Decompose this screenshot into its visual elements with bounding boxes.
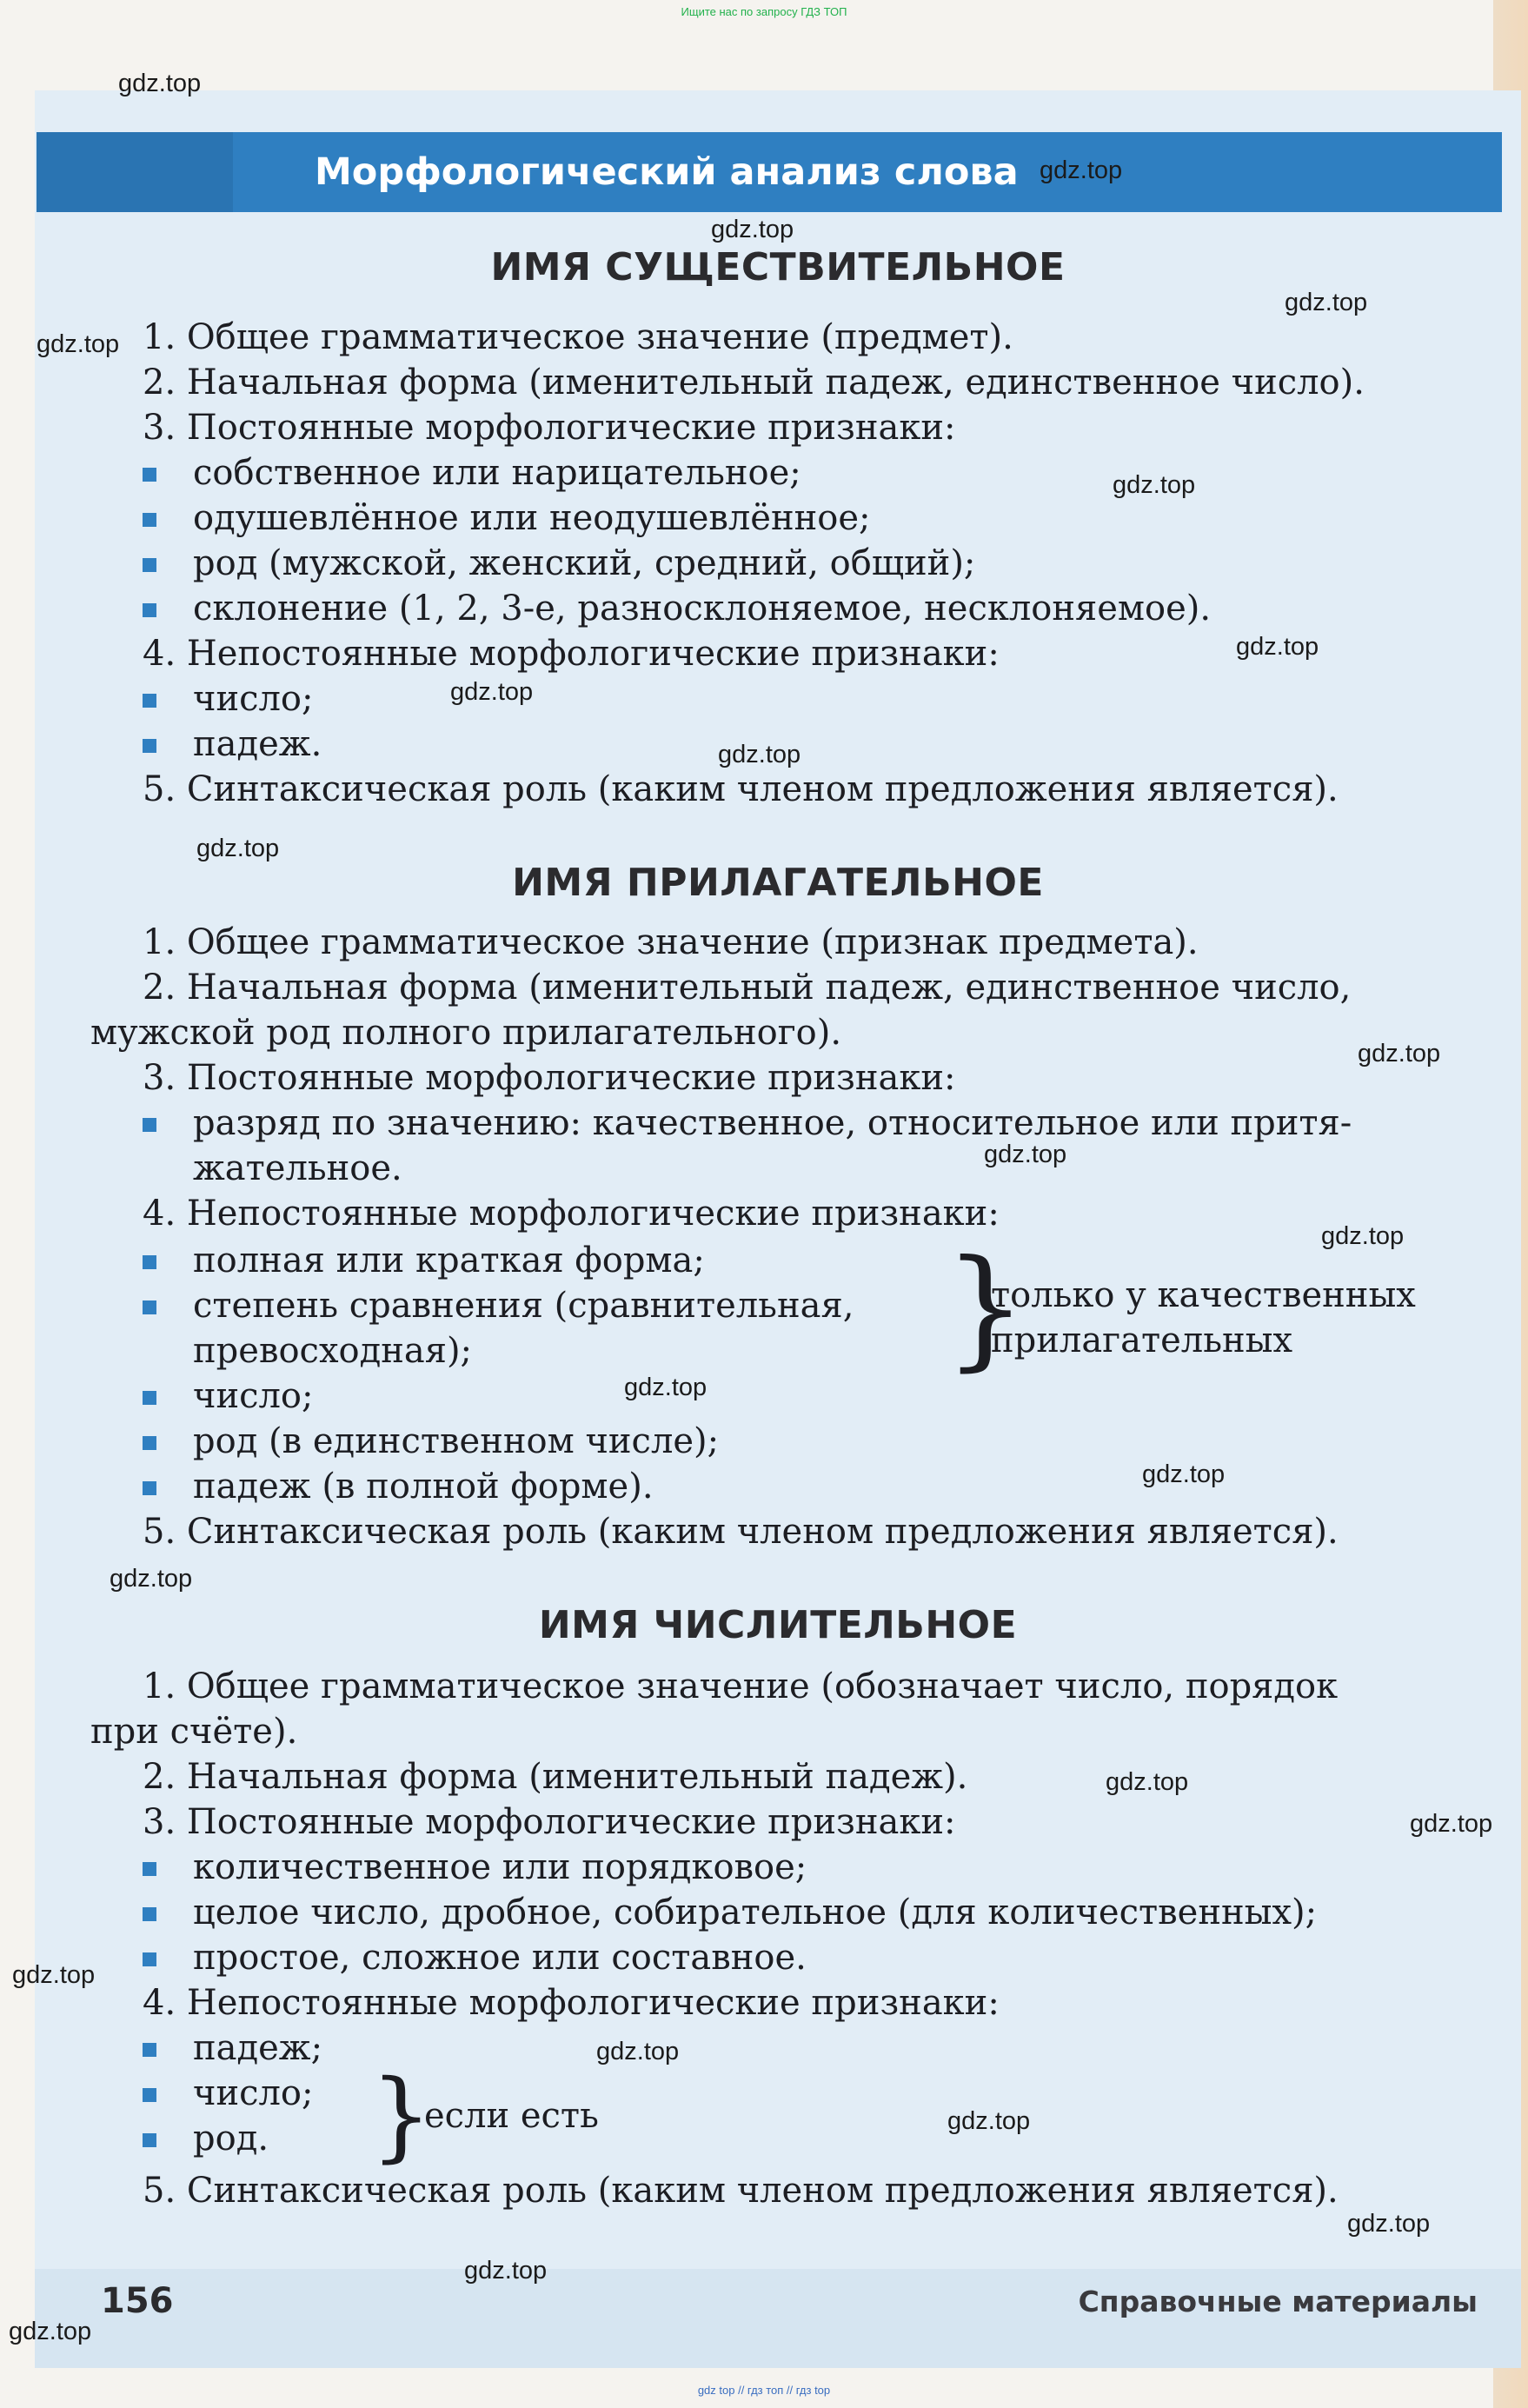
watermark: gdz.top — [947, 2107, 1031, 2135]
num-line-2: при счёте). — [90, 1712, 298, 1752]
watermark: gdz.top — [12, 1961, 96, 1989]
num-line-4: 3. Постоянные морфологические признаки: — [143, 1802, 956, 1842]
watermark: gdz.top — [196, 835, 280, 862]
bullet-icon — [143, 468, 156, 482]
adj-line-13: падеж (в полной форме). — [193, 1467, 654, 1507]
bullet-icon — [143, 1907, 156, 1921]
bullet-icon — [143, 1481, 156, 1495]
watermark: gdz.top — [718, 741, 801, 768]
bullet-icon — [143, 1255, 156, 1269]
watermark: gdz.top — [1285, 289, 1368, 316]
right-brace-icon: } — [370, 2059, 433, 2172]
bullet-icon — [143, 513, 156, 527]
header-banner — [37, 132, 1502, 212]
num-line-12: 5. Синтаксическая роль (каким членом предложения является). — [143, 2171, 1339, 2211]
num-line-9: падеж; — [193, 2028, 323, 2068]
adj-line-12: род (в единственном числе); — [193, 1421, 720, 1461]
adj-line-7: 4. Непостоянные морфологические признаки: — [143, 1194, 1000, 1234]
num-line-5: количественное или порядковое; — [193, 1847, 807, 1887]
noun-line-6: род (мужской, женский, средний, общий); — [193, 543, 976, 583]
noun-heading: ИМЯ СУЩЕСТВИТЕЛЬНОЕ — [490, 245, 1066, 289]
adj-line-2: 2. Начальная форма (именительный падеж, единственное число, — [143, 968, 1352, 1008]
adj-note-line-1: только у качественных — [991, 1275, 1416, 1315]
watermark: gdz.top — [450, 678, 534, 706]
noun-line-11: 5. Синтаксическая роль (каким членом предложения является). — [143, 769, 1339, 809]
watermark: gdz.top — [624, 1374, 708, 1401]
watermark: gdz.top — [596, 2038, 680, 2065]
adj-note-line-2: прилагательных — [991, 1320, 1293, 1360]
banner-accent — [37, 132, 233, 212]
watermark: gdz.top — [1321, 1222, 1405, 1250]
noun-line-5: одушевлённое или неодушевлённое; — [193, 498, 871, 538]
num-line-1: 1. Общее грамматическое значение (обозначает число, порядок — [143, 1666, 1339, 1706]
watermark: gdz.top — [1410, 1810, 1493, 1838]
bullet-icon — [143, 2088, 156, 2102]
noun-line-3: 3. Постоянные морфологические признаки: — [143, 408, 956, 448]
bullet-icon — [143, 2043, 156, 2057]
numeral-heading: ИМЯ ЧИСЛИТЕЛЬНОЕ — [538, 1603, 1018, 1647]
watermark: gdz.top — [1358, 1040, 1441, 1068]
watermark: gdz.top — [1347, 2210, 1431, 2238]
num-line-8: 4. Непостоянные морфологические признаки: — [143, 1983, 1000, 2023]
top-search-note: Ищите нас по запросу ГДЗ ТОП — [681, 5, 847, 18]
bullet-icon — [143, 1391, 156, 1405]
bullet-icon — [143, 1952, 156, 1966]
adj-line-9: степень сравнения (сравнительная, — [193, 1286, 854, 1326]
watermark: gdz.top — [1040, 156, 1123, 184]
watermark: gdz.top — [1106, 1768, 1189, 1796]
noun-line-8: 4. Непостоянные морфологические признаки: — [143, 634, 1000, 674]
noun-line-7: склонение (1, 2, 3-е, разносклоняемое, несклоняемое). — [193, 589, 1212, 629]
watermark: gdz.top — [464, 2257, 548, 2285]
num-line-6: целое число, дробное, собирательное (для количественных); — [193, 1892, 1318, 1932]
bullet-icon — [143, 1118, 156, 1132]
noun-line-10: падеж. — [193, 724, 322, 764]
watermark: gdz.top — [1236, 633, 1319, 661]
watermark: gdz.top — [1113, 471, 1196, 499]
adj-line-14: 5. Синтаксическая роль (каким членом предложения является). — [143, 1512, 1339, 1552]
bullet-icon — [143, 694, 156, 708]
page-number: 156 — [101, 2281, 174, 2321]
adj-line-1: 1. Общее грамматическое значение (признак предмета). — [143, 922, 1199, 962]
watermark: gdz.top — [984, 1141, 1067, 1168]
bullet-icon — [143, 739, 156, 753]
page-title: Морфологический анализ слова — [315, 150, 1019, 194]
bullet-icon — [143, 558, 156, 572]
noun-line-9: число; — [193, 679, 314, 719]
adj-line-10: превосходная); — [193, 1331, 473, 1371]
bullet-icon — [143, 1436, 156, 1450]
right-brace-icon: } — [944, 1233, 1027, 1384]
num-note: если есть — [424, 2096, 599, 2136]
watermark: gdz.top — [110, 1565, 193, 1593]
adj-line-4: 3. Постоянные морфологические признаки: — [143, 1058, 956, 1098]
watermark: gdz.top — [9, 2318, 92, 2345]
watermark: gdz.top — [37, 330, 120, 358]
bullet-icon — [143, 1300, 156, 1314]
bullet-icon — [143, 603, 156, 617]
bullet-icon — [143, 1862, 156, 1876]
adjective-heading: ИМЯ ПРИЛАГАТЕЛЬНОЕ — [512, 861, 1044, 905]
num-line-11: род. — [193, 2119, 269, 2159]
watermark: gdz.top — [1142, 1460, 1226, 1488]
footer-section-title: Справочные материалы — [1078, 2285, 1478, 2318]
noun-line-4: собственное или нарицательное; — [193, 453, 801, 493]
noun-line-1: 1. Общее грамматическое значение (предмет). — [143, 317, 1013, 357]
adj-line-8: полная или краткая форма; — [193, 1241, 705, 1280]
watermark: gdz.top — [118, 70, 202, 97]
adj-line-3: мужской род полного прилагательного). — [90, 1013, 842, 1053]
noun-line-2: 2. Начальная форма (именительный падеж, единственное число). — [143, 363, 1365, 402]
watermark: gdz.top — [711, 216, 794, 243]
num-line-10: число; — [193, 2073, 314, 2113]
adj-line-5: разряд по значению: качественное, относительное или притя- — [193, 1103, 1352, 1143]
bullet-icon — [143, 2133, 156, 2147]
adj-line-11: число; — [193, 1376, 314, 1416]
num-line-7: простое, сложное или составное. — [193, 1938, 807, 1978]
adj-line-6: жательное. — [193, 1148, 402, 1188]
num-line-3: 2. Начальная форма (именительный падеж). — [143, 1757, 968, 1797]
bottom-site-note: gdz top // гдз топ // гдз top — [697, 2384, 831, 2397]
